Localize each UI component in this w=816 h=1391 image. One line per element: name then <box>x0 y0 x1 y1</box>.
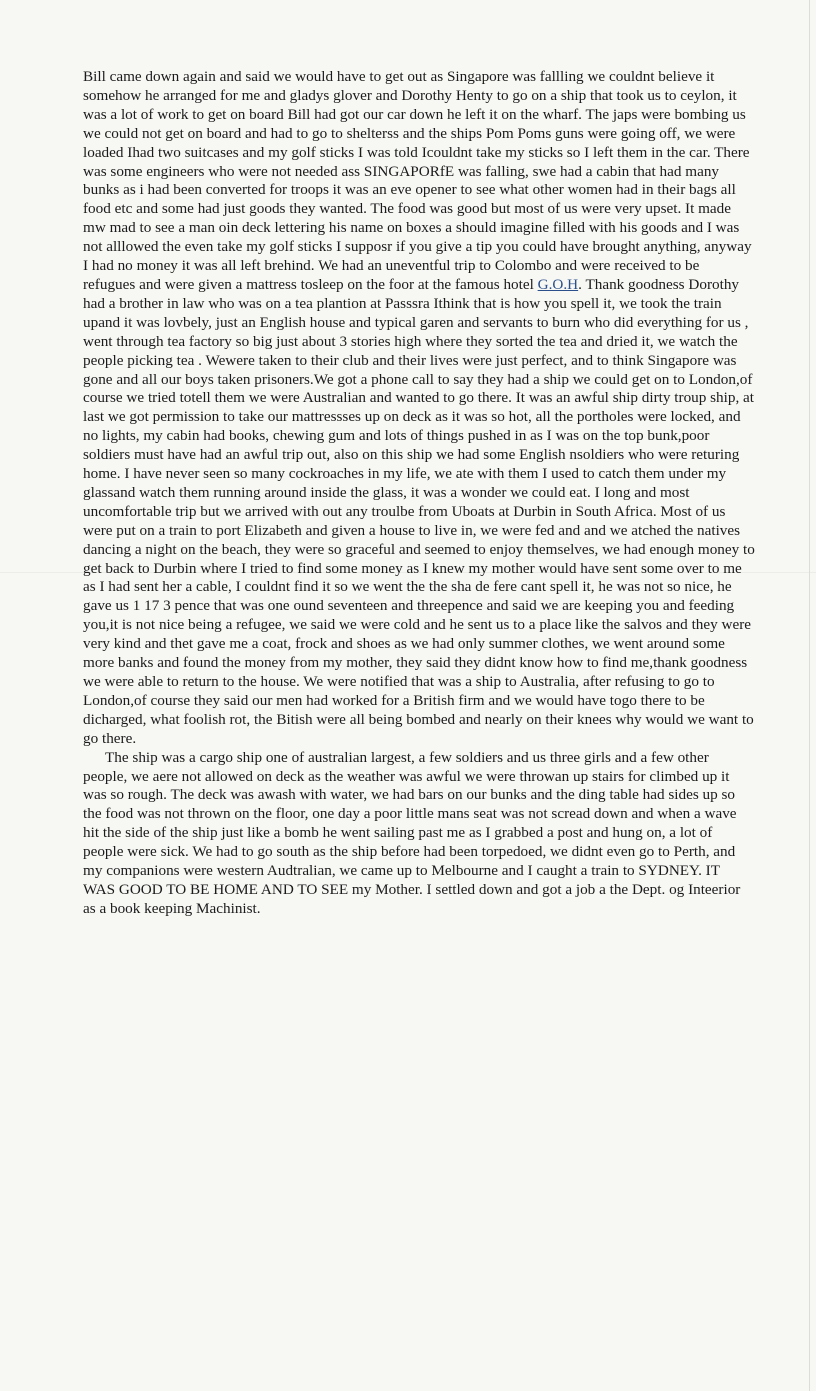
hotel-link[interactable]: G.O.H <box>537 275 579 293</box>
paragraph-2: The ship was a cargo ship one of australian largest, a few soldiers and us three girls and a few other people, we aere not allowed on deck as the weather was awful we were throwan up stairs for climbed up it was so rough. The deck was awash with water, we had bars on our bunks and the ding table had sides up so the food was not thrown on the floor, one day a poor little mans seat was not scread down and when a wave hit the side of the ship just like a bomb he went sailing past me as I grabbed a post and hung on, a lot of people were sick. We had to go south as the ship before had been torpedoed, we didnt even go to Perth, and my companions were western Audtralian, we came up to Melbourne and I caught a train to SYDNEY. IT WAS GOOD TO BE HOME AND TO SEE my Mother. I settled down and got a job a the Dept. og Inteerior as a book keeping Machinist. <box>83 748 741 917</box>
paper-edge-line <box>809 0 810 1391</box>
paragraph-1 <box>83 68 755 749</box>
paragraph-1-text-b: . Thank goodness Dorothy had a brother in law who was on a tea plantion at Passsra Ithink that is how you spell it, we took the train upand it was lovbely, just an English house and typical garen and servants to burn who did everything for us , went through tea factory so big just about 3 stories high where they sorted the tea and dried it, we watch the people picking tea . Wewere taken to their club and their lives were just perfect, and to think Singapore was gone and all our boys taken prisoners.We got a phone call to say they had a ship we could get on to London,of course we tried totell them we were Australian and wanted to go there. It was an awful ship dirty troup ship, at last we got permission to take our mattressses up on deck as it was so hot, all the portholes were locked, and no lights, my cabin had books, chewing gum and lots of things pushed in as I was on the top bunk,poor soldiers must have had an awful trip out, also on this ship we had some English nsoldiers who were returing home. I have never seen so many cockroaches in my life, we ate with them I used to catch them under my glassand watch them running around inside the glass, it was a wonder we could eat. I long and most uncomfortable trip but we arrived with out any troulbe from Uboats at Durbin in South Africa. Most of us were put on a train to port Elizabeth and given a house to live in, we were fed and and we atched the natives dancing a night on the beach, they were so graceful and seemed to enjoy themselves, we had enough money to get back to Durbin where I tried to find some money as I knew my mother would have sent some over to me as I had sent her a cable, I couldnt find it so we went the the sha de fere cant spell it, he was not so nice, he gave us 1 17 3 pence that was one ound seventeen and threepence and said we are keeping you and feeding you,it is not nice being a refugee, we said we were cold and he sent us to a place like the salvos and they were very kind and thet gave me a coat, frock and shoes as we had only summer clothes, we went around some more banks and found the money from my mother, they said they didnt know how to find me,thank goodness we were able to return to the house. We were notified that was a ship to Australia, after refusing to go to London,of course they said our men had worked for a British firm and we would have togo there to be dicharged, what foolish rot, the Bitish were all being bombed and nearly on their knees why would we want to go there. <box>83 275 755 747</box>
document-body <box>83 68 755 919</box>
paragraph-1-text-a: Bill came down again and said we would have to get out as Singapore was fallling we couldnt believe it somehow he arranged for me and gladys glover and Dorothy Henty to go on a ship that took us to ceylon, it was a lot of work to get on board Bill had got our car down he left it on the wharf. The japs were bombing us we could not get on board and had to go to shelterss and the ships Pom Poms guns were going off, we were loaded Ihad two suitcases and my golf sticks I was told Icouldnt take my sticks so I left them in the car. There was some engineers who were not needed ass SINGAPORfE was falling, swe had a cabin that had many bunks as i had been converted for troops it was an eve opener to see what other women had in their bags all food etc and some had just goods they wanted. The food was good but most of us were very upset. It made mw mad to see a man oin deck lettering his name on boxes a should imagine filled with his goods and I was not alllowed the even take my golf sticks I supposr if you give a tip you could have brought anything, anyway I had no money it was all left brehind. We had an uneventful trip to Colombo and were received to be refugues and were given a mattress tosleep on the foor at the famous hotel <box>83 68 752 293</box>
